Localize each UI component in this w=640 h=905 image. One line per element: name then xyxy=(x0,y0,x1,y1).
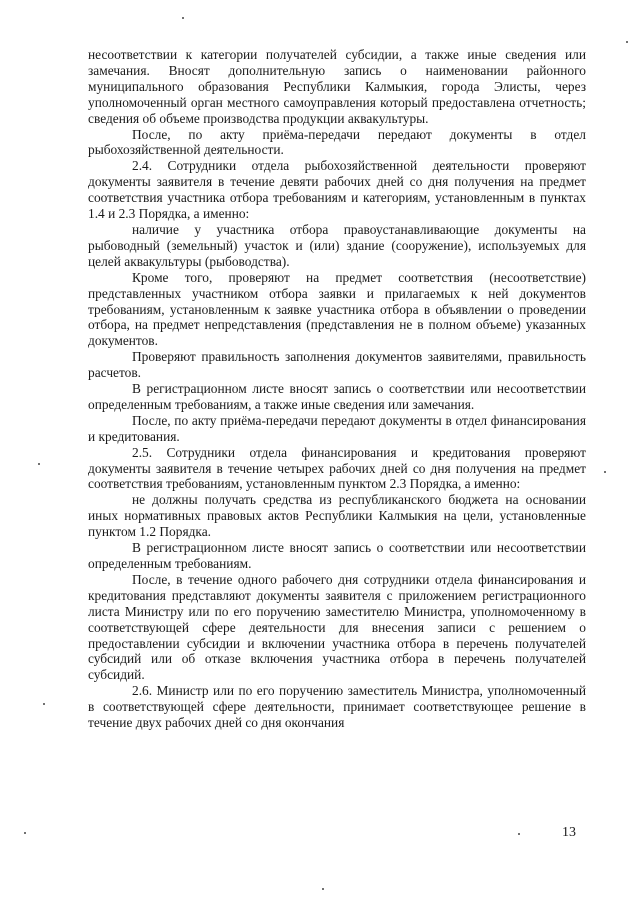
paragraph-section-2-5: 2.5. Сотрудники отдела финансирования и кредитования проверяют документы заявителя в течение четырех рабочих дней со дня получения на предмет соответствия требованиям, установленным пунктом 2.3 Порядка, а именно: xyxy=(88,444,586,492)
paragraph: В регистрационном листе вносят запись о соответствии или несоответствии определенным требованиям. xyxy=(88,540,586,571)
paragraph: наличие у участника отбора правоустанавливающие документы на рыбоводный (земельный) участок и (или) здание (сооружение), используемых для целей аквакультуры (рыбоводства). xyxy=(88,221,586,269)
paragraph: После, по акту приёма-передачи передают документы в отдел финансирования и кредитования. xyxy=(88,412,586,444)
paragraph: Проверяют правильность заполнения документов заявителями, правильность расчетов. xyxy=(88,349,586,381)
document-page-body xyxy=(88,47,586,731)
scan-speck xyxy=(182,17,184,19)
scan-speck xyxy=(604,471,606,473)
paragraph-section-2-4: 2.4. Сотрудники отдела рыбохозяйственной деятельности проверяют документы заявителя в течение девяти рабочих дней со дня получения на предмет соответствия участника отбора требованиям и категориям, установленным в пунктах 1.4 и 2.3 Порядка, а именно: xyxy=(88,158,586,222)
scan-speck xyxy=(322,888,324,890)
paragraph: После, по акту приёма-передачи передают документы в отдел рыбохозяйственной деятельности. xyxy=(88,126,586,158)
scan-speck xyxy=(518,833,520,835)
scan-speck xyxy=(38,463,40,465)
paragraph: Кроме того, проверяют на предмет соответствия (несоответствие) представленных участником отбора заявки и прилагаемых к ней документов требованиям, установленным к заявке участника отбора в объявлении о проведении отбора, на предмет непредставления (представления не в полном объеме) указанных документов. xyxy=(88,269,586,349)
scan-speck xyxy=(626,41,628,43)
paragraph: не должны получать средства из республиканского бюджета на основании иных нормативных правовых актов Республики Калмыкия на цели, установленные пунктом 1.2 Порядка. xyxy=(88,492,586,540)
paragraph: В регистрационном листе вносят запись о соответствии или несоответствии определенным требованиям, а также иные сведения или замечания. xyxy=(88,381,586,412)
paragraph-section-2-6: 2.6. Министр или по его поручению заместитель Министра, уполномоченный в соответствующей сфере деятельности, принимает соответствующее решение в течение двух рабочих дней со дня окончания xyxy=(88,683,586,731)
scan-speck xyxy=(43,703,45,705)
paragraph-continuation: несоответствии к категории получателей субсидии, а также иные сведения или замечания. Вносят дополнительную запись о наименовании районного муниципального образования Республики Калмыкия, города Элисты, через уполномоченный орган местного самоуправления который предоставлена отчетность; сведения об объеме производства продукции аквакультуры. xyxy=(88,47,586,126)
scan-speck xyxy=(24,832,26,834)
paragraph: После, в течение одного рабочего дня сотрудники отдела финансирования и кредитования представляют документы заявителя с приложением регистрационного листа Министру или по его поручению заместителю Министра, уполномоченному в соответствующей сфере деятельности для внесения записи с решением о предоставлении субсидии и включении участника отбора в перечень получателей субсидий или об отказе включения участника отбора в перечень получателей субсидий. xyxy=(88,571,586,683)
page-number: 13 xyxy=(562,825,576,840)
